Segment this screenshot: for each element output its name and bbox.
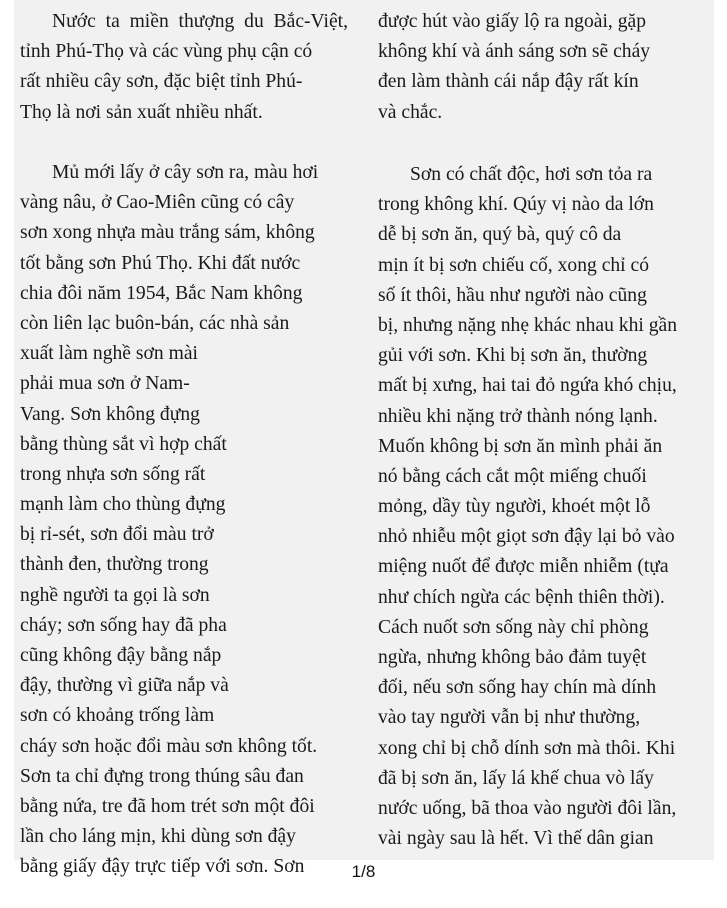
text-line: nó bằng cách cắt một miếng chuối <box>378 465 647 487</box>
text-line: tốt bằng sơn Phú Thọ. Khi đất nước <box>20 252 301 274</box>
text-line: vào tay người vẫn bị như thường, <box>378 707 641 729</box>
text-line: xong chỉ bị chỗ dính sơn mà thôi. Khi <box>378 737 676 759</box>
left-paragraph-1 <box>20 7 348 128</box>
text-line: trong nhựa sơn sống rất <box>20 463 206 485</box>
text-line: còn liên lạc buôn-bán, các nhà sản <box>20 312 290 334</box>
text-line: Sơn ta chỉ đựng trong thúng sâu đan <box>20 765 304 787</box>
text-line: Mủ mới lấy ở cây sơn ra, màu hơi <box>52 162 319 183</box>
text-line: nhỏ nhiễu một giọt sơn đậy lại bỏ vào <box>378 526 675 548</box>
text-line: được hút vào giấy lộ ra ngoài, gặp <box>378 11 647 32</box>
text-line: bằng nứa, tre đã hom trét sơn một đôi <box>20 795 315 817</box>
text-line: xuất làm nghề sơn mài <box>20 343 198 365</box>
text-line: nước uống, bã thoa vào người đôi lần, <box>378 797 677 819</box>
text-line: phải mua sơn ở Nam- <box>20 373 190 395</box>
text-line: nghề người ta gọi là sơn <box>20 584 210 606</box>
text-line: vài ngày sau là hết. Vì thế dân gian <box>378 828 654 850</box>
text-line: dễ bị sơn ăn, quý bà, quý cô da <box>378 224 622 246</box>
text-line: thành đen, thường trong <box>20 554 209 576</box>
text-line: sơn có khoảng trống làm <box>20 705 215 727</box>
text-line: rất nhiều cây sơn, đặc biệt tỉnh Phú- <box>20 71 303 93</box>
text-line: Nước ta miền thượng du Bắc-Việt, <box>52 11 348 32</box>
text-line: Thọ là nơi sản xuất nhiều nhất. <box>20 101 263 123</box>
right-paragraph-2 <box>378 160 706 854</box>
text-line: chia đôi năm 1954, Bắc Nam không <box>20 282 303 304</box>
text-line: mất bị xưng, hai tai đỏ ngứa khó chịu, <box>378 375 677 397</box>
text-line: nhiều khi nặng trở thành nóng lạnh. <box>378 405 658 427</box>
text-line: bằng giấy đậy trực tiếp với sơn. Sơn <box>20 856 305 878</box>
text-line: bằng thùng sắt vì hợp chất <box>20 433 227 455</box>
text-line: Sơn có chất độc, hơi sơn tỏa ra <box>410 164 653 185</box>
text-line: và chắc. <box>378 101 443 123</box>
text-line: lần cho láng mịn, khi dùng sơn đậy <box>20 826 296 848</box>
text-line: Muốn không bị sơn ăn mình phải ăn <box>378 435 663 457</box>
text-line: đã bị sơn ăn, lấy lá khế chua vò lấy <box>378 767 654 789</box>
text-line: tỉnh Phú-Thọ và các vùng phụ cận có <box>20 41 313 63</box>
right-paragraph-1 <box>378 7 706 128</box>
text-line: đậy, thường vì giữa nắp và <box>20 675 229 697</box>
text-line: cháy; sơn sống hay đã pha <box>20 614 227 636</box>
text-line: trong không khí. Qúy vị nào da lớn <box>378 194 654 216</box>
text-line: gủi với sơn. Khi bị sơn ăn, thường <box>378 345 648 367</box>
text-line: như chích ngừa các bệnh thiên thời). <box>378 586 665 608</box>
text-line: ngừa, nhưng không bảo đảm tuyệt <box>378 647 647 668</box>
text-line: số ít thôi, hầu như người nào cũng <box>378 284 647 306</box>
text-line: Vang. Sơn không đựng <box>20 403 200 425</box>
text-line: đen làm thành cái nắp đậy rất kín <box>378 71 639 93</box>
text-line: miệng nuốt để được miễn nhiễm (tựa <box>378 556 669 578</box>
text-line: mạnh làm cho thùng đựng <box>20 494 226 516</box>
text-line: không khí và ánh sáng sơn sẽ cháy <box>378 41 651 63</box>
text-line: mịn ít bị sơn chiếu cố, xong chỉ có <box>378 254 650 276</box>
text-line: mỏng, dầy tùy người, khoét một lỗ <box>378 496 651 518</box>
text-line: bị rỉ-sét, sơn đổi màu trở <box>20 524 214 546</box>
text-line: cháy sơn hoặc đổi màu sơn không tốt. <box>20 735 318 757</box>
text-line: sơn xong nhựa màu trắng sám, không <box>20 222 315 244</box>
text-line: cũng không đậy bằng nắp <box>20 645 222 666</box>
page-number: 1/8 <box>351 862 376 881</box>
text-line: đối, nếu sơn sống hay chín mà dính <box>378 677 657 699</box>
left-paragraph-2 <box>20 158 348 883</box>
text-line: vàng nâu, ở Cao-Miên cũng có cây <box>20 192 295 214</box>
text-line: bị, nhưng nặng nhẹ khác nhau khi gần <box>378 314 678 336</box>
text-line: Cách nuốt sơn sống này chỉ phòng <box>378 616 649 638</box>
